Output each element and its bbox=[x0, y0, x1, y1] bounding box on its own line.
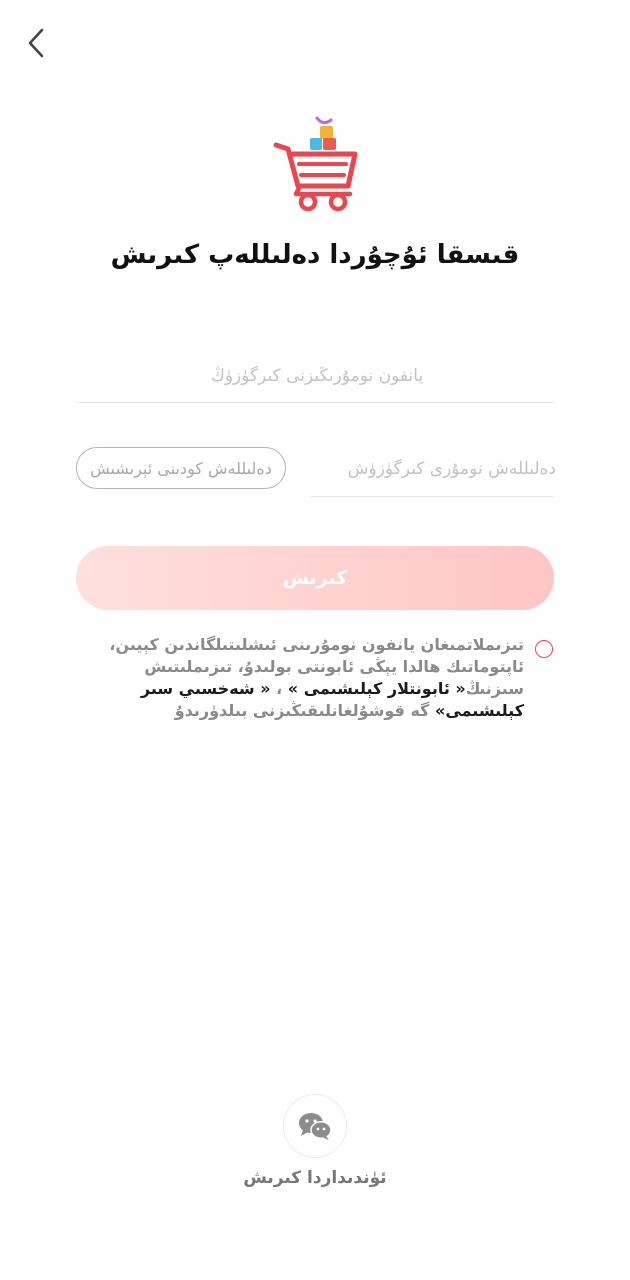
agreement-text-after: گە قوشۇلغانلىقىڭىزنى بىلدۈرىدۇ bbox=[174, 701, 430, 720]
login-button[interactable]: كىرىش bbox=[76, 546, 554, 610]
agreement-text bbox=[96, 634, 524, 722]
chevron-left-icon bbox=[22, 24, 52, 64]
back-button[interactable] bbox=[22, 24, 52, 64]
wechat-login-label: ئۈندىداردا كىرىش bbox=[243, 1168, 387, 1188]
wechat-icon bbox=[297, 1110, 333, 1142]
code-field bbox=[310, 440, 554, 497]
phone-input[interactable] bbox=[76, 348, 558, 404]
shopping-cart-icon bbox=[262, 112, 372, 220]
wechat-login-button[interactable] bbox=[283, 1094, 347, 1158]
phone-field bbox=[76, 348, 554, 403]
privacy-agreement-link[interactable]: « شەخسىي سىر كېلىشىمى» bbox=[140, 679, 524, 720]
user-agreement-link[interactable]: « ئابونتلار كېلىشىمى » bbox=[287, 679, 466, 698]
verification-code-input[interactable] bbox=[310, 440, 558, 498]
send-code-button[interactable]: دەلىللەش كودىنى ئېرىشىش bbox=[76, 447, 286, 489]
agreement-separator: ، bbox=[276, 679, 283, 698]
agreement-radio[interactable] bbox=[535, 640, 553, 658]
page-title: قىسقا ئۇچۇردا دەلىللەپ كىرىش bbox=[110, 240, 520, 270]
app-logo bbox=[262, 112, 372, 220]
agreement-text-before: تىزىملاتمىغان يانفون نومۇرىنى ئىشلىتىلگاندىن كېيىن، ئاپتوماتىك ھالدا يېڭى ئابونتى بولىدۇ، تىزىملىتىش سىزنىڭ bbox=[109, 635, 524, 698]
